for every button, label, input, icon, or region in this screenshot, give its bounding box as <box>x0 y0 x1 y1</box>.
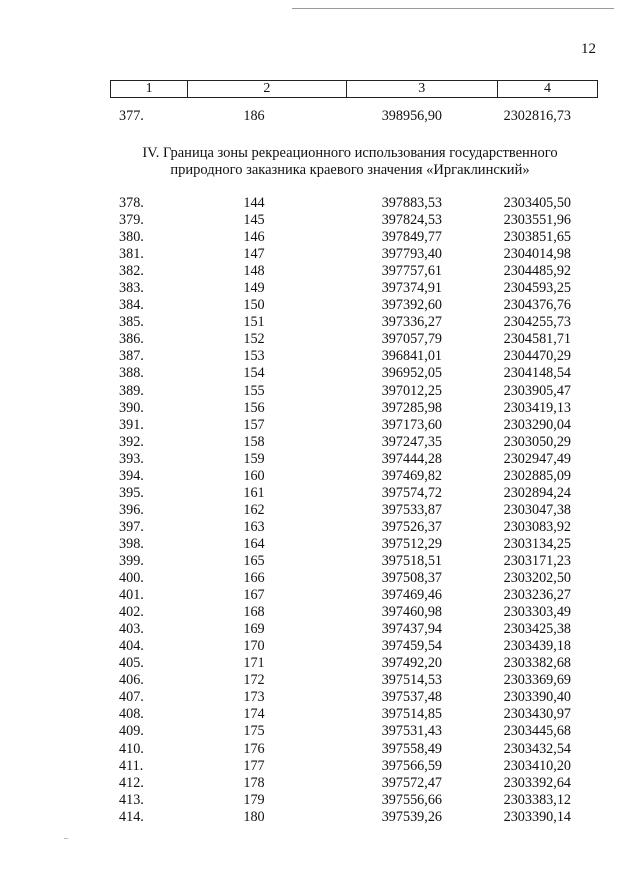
coord-y: 2303171,23 <box>503 552 571 569</box>
row-number: 405. <box>119 655 144 672</box>
point-number: 161 <box>243 484 265 501</box>
coord-y: 2303047,38 <box>503 501 571 518</box>
point-number: 145 <box>243 212 265 229</box>
table-row <box>0 775 640 792</box>
table-row <box>0 280 640 297</box>
coord-y: 2302885,09 <box>503 467 571 484</box>
row-number: 381. <box>119 246 144 263</box>
table-row <box>0 485 640 502</box>
point-number: 176 <box>243 740 265 757</box>
coord-x: 397508,37 <box>381 570 442 587</box>
point-number: 154 <box>243 365 265 382</box>
row-number: 387. <box>119 348 144 365</box>
point-number: 175 <box>243 723 265 740</box>
point-number: 144 <box>243 195 265 211</box>
row-number: 411. <box>119 757 144 774</box>
row-number: 391. <box>119 416 144 433</box>
coord-y: 2303236,27 <box>503 587 571 604</box>
point-number: 153 <box>243 348 265 365</box>
coord-x: 397526,37 <box>381 518 442 535</box>
row-number: 403. <box>119 621 144 638</box>
point-number: 150 <box>243 297 265 314</box>
coord-y: 2304581,71 <box>503 331 571 348</box>
point-number: 170 <box>243 638 265 655</box>
coord-y: 2303392,64 <box>503 774 571 791</box>
row-number: 399. <box>119 552 144 569</box>
point-number: 151 <box>243 314 265 331</box>
table-row <box>0 212 640 229</box>
row-number: 382. <box>119 263 144 280</box>
coord-x: 397247,35 <box>381 433 442 450</box>
coord-x: 397392,60 <box>381 297 442 314</box>
point-number: 146 <box>243 229 265 246</box>
point-number: 167 <box>243 587 265 604</box>
row-number: 383. <box>119 280 144 297</box>
row-number: 388. <box>119 365 144 382</box>
coord-x: 397444,28 <box>381 450 442 467</box>
point-number: 149 <box>243 280 265 297</box>
coord-x: 397336,27 <box>381 314 442 331</box>
table-row <box>0 468 640 485</box>
table-row <box>0 451 640 468</box>
coord-x: 397437,94 <box>381 621 442 638</box>
row-number: 413. <box>119 791 144 808</box>
table-row <box>0 570 640 587</box>
coord-y: 2303851,65 <box>503 229 571 246</box>
row-number: 412. <box>119 774 144 791</box>
coord-y: 2303432,54 <box>503 740 571 757</box>
row-number: 395. <box>119 484 144 501</box>
row-number: 404. <box>119 638 144 655</box>
row-number: 394. <box>119 467 144 484</box>
point-number: 180 <box>243 808 265 825</box>
point-number: 164 <box>243 535 265 552</box>
column-header-table <box>110 80 598 98</box>
coord-y: 2303134,25 <box>503 535 571 552</box>
row-number: 392. <box>119 433 144 450</box>
table-row <box>0 417 640 434</box>
header-row <box>111 81 598 98</box>
table-row <box>0 655 640 672</box>
coord-x: 397512,29 <box>381 535 442 552</box>
row-number: 390. <box>119 399 144 416</box>
top-divider-line <box>292 8 614 9</box>
table-row <box>0 621 640 638</box>
coord-y: 2302947,49 <box>503 450 571 467</box>
coord-y: 2302894,24 <box>503 484 571 501</box>
row-number: 377. <box>119 108 144 124</box>
coord-y: 2304014,98 <box>503 246 571 263</box>
table-row <box>0 246 640 263</box>
row-number: 379. <box>119 212 144 229</box>
point-number: 158 <box>243 433 265 450</box>
coord-x: 397558,49 <box>381 740 442 757</box>
coord-y: 2303303,49 <box>503 604 571 621</box>
table-row <box>0 587 640 604</box>
row-number: 407. <box>119 689 144 706</box>
coord-y: 2303382,68 <box>503 655 571 672</box>
point-number: 163 <box>243 518 265 535</box>
table-row <box>0 383 640 400</box>
point-number: 147 <box>243 246 265 263</box>
coord-y: 2303439,18 <box>503 638 571 655</box>
point-number: 174 <box>243 706 265 723</box>
table-row <box>0 672 640 689</box>
coord-y: 2303083,92 <box>503 518 571 535</box>
coord-x: 397057,79 <box>381 331 442 348</box>
header-col-3: 3 <box>346 81 497 98</box>
section-heading-line-2: природного заказника краевого значения «Иргаклинский» <box>170 162 530 178</box>
section-heading-line-1: IV. Граница зоны рекреационного использования государственного <box>142 145 558 161</box>
coord-y: 2303445,68 <box>503 723 571 740</box>
table-row <box>0 195 640 212</box>
coord-x: 396841,01 <box>381 348 442 365</box>
row-number: 386. <box>119 331 144 348</box>
table-row <box>0 638 640 655</box>
row-number: 398. <box>119 535 144 552</box>
table-row <box>0 536 640 553</box>
row-number: 384. <box>119 297 144 314</box>
point-number: 172 <box>243 672 265 689</box>
coord-y: 2303905,47 <box>503 382 571 399</box>
coord-x: 397556,66 <box>381 791 442 808</box>
section-heading <box>120 145 580 179</box>
coord-x: 397374,91 <box>381 280 442 297</box>
coord-y: 2303405,50 <box>503 195 571 211</box>
coord-y: 2302816,73 <box>503 108 571 124</box>
table-row <box>0 604 640 621</box>
coord-y: 2303390,40 <box>503 689 571 706</box>
point-number: 156 <box>243 399 265 416</box>
coord-x: 397460,98 <box>381 604 442 621</box>
table-row <box>0 809 640 826</box>
table-row <box>0 553 640 570</box>
coord-x: 397173,60 <box>381 416 442 433</box>
point-number: 178 <box>243 774 265 791</box>
coord-x: 397514,53 <box>381 672 442 689</box>
coord-x: 397518,51 <box>381 552 442 569</box>
point-number: 171 <box>243 655 265 672</box>
coord-y: 2304485,92 <box>503 263 571 280</box>
row-number: 408. <box>119 706 144 723</box>
coord-x: 397469,46 <box>381 587 442 604</box>
row-number: 378. <box>119 195 144 211</box>
row-number: 393. <box>119 450 144 467</box>
table-row <box>0 723 640 740</box>
table-row <box>0 706 640 723</box>
coord-y: 2304593,25 <box>503 280 571 297</box>
coord-x: 397824,53 <box>381 212 442 229</box>
point-number: 159 <box>243 450 265 467</box>
header-col-1: 1 <box>111 81 188 98</box>
coord-x: 396952,05 <box>381 365 442 382</box>
coord-x: 397469,82 <box>381 467 442 484</box>
row-number: 396. <box>119 501 144 518</box>
row-number: 409. <box>119 723 144 740</box>
coord-y: 2304148,54 <box>503 365 571 382</box>
coord-y: 2303425,38 <box>503 621 571 638</box>
table-row <box>0 758 640 775</box>
coord-y: 2303050,29 <box>503 433 571 450</box>
point-number: 166 <box>243 570 265 587</box>
coord-y: 2303290,04 <box>503 416 571 433</box>
coord-x: 397459,54 <box>381 638 442 655</box>
coord-x: 397883,53 <box>381 195 442 211</box>
coord-x: 397531,43 <box>381 723 442 740</box>
row-number: 380. <box>119 229 144 246</box>
table-row <box>0 400 640 417</box>
coord-x: 397566,59 <box>381 757 442 774</box>
coord-x: 397492,20 <box>381 655 442 672</box>
table-row <box>0 331 640 348</box>
point-number: 186 <box>243 108 265 124</box>
row-number: 389. <box>119 382 144 399</box>
coord-y: 2303430,97 <box>503 706 571 723</box>
coord-x: 397574,72 <box>381 484 442 501</box>
coord-x: 397285,98 <box>381 399 442 416</box>
table-row <box>0 792 640 809</box>
coord-x: 397537,48 <box>381 689 442 706</box>
coord-y: 2304255,73 <box>503 314 571 331</box>
coord-y: 2303369,69 <box>503 672 571 689</box>
coord-y: 2303202,50 <box>503 570 571 587</box>
coord-x: 397849,77 <box>381 229 442 246</box>
table-row <box>0 348 640 365</box>
point-number: 148 <box>243 263 265 280</box>
row-number: 400. <box>119 570 144 587</box>
coord-x: 398956,90 <box>381 108 442 124</box>
point-number: 173 <box>243 689 265 706</box>
row-number: 397. <box>119 518 144 535</box>
table-row <box>0 502 640 519</box>
row-number: 385. <box>119 314 144 331</box>
point-number: 179 <box>243 791 265 808</box>
coord-x: 397514,85 <box>381 706 442 723</box>
table-row <box>0 519 640 536</box>
point-number: 177 <box>243 757 265 774</box>
table-row <box>0 741 640 758</box>
table-row <box>0 263 640 280</box>
coord-y: 2303383,12 <box>503 791 571 808</box>
coord-x: 397539,26 <box>381 808 442 825</box>
row-number: 410. <box>119 740 144 757</box>
table-row <box>0 365 640 382</box>
row-number: 402. <box>119 604 144 621</box>
scan-mark <box>64 838 68 839</box>
table-row <box>0 297 640 314</box>
table-row <box>0 434 640 451</box>
point-number: 168 <box>243 604 265 621</box>
point-number: 165 <box>243 552 265 569</box>
coord-x: 397012,25 <box>381 382 442 399</box>
point-number: 157 <box>243 416 265 433</box>
table-row <box>0 314 640 331</box>
point-number: 152 <box>243 331 265 348</box>
carry-row <box>0 108 640 124</box>
header-col-2: 2 <box>188 81 346 98</box>
header-col-4: 4 <box>498 81 598 98</box>
coord-y: 2303419,13 <box>503 399 571 416</box>
point-number: 160 <box>243 467 265 484</box>
coord-x: 397793,40 <box>381 246 442 263</box>
point-number: 162 <box>243 501 265 518</box>
coord-y: 2303390,14 <box>503 808 571 825</box>
row-number: 406. <box>119 672 144 689</box>
page-number: 12 <box>581 41 596 57</box>
point-number: 155 <box>243 382 265 399</box>
row-number: 401. <box>119 587 144 604</box>
coordinates-table <box>0 195 640 826</box>
coord-y: 2304376,76 <box>503 297 571 314</box>
coord-y: 2304470,29 <box>503 348 571 365</box>
table-row <box>0 689 640 706</box>
table-row <box>0 229 640 246</box>
coord-y: 2303410,20 <box>503 757 571 774</box>
coord-x: 397572,47 <box>381 774 442 791</box>
point-number: 169 <box>243 621 265 638</box>
coord-y: 2303551,96 <box>503 212 571 229</box>
row-number: 414. <box>119 808 144 825</box>
coord-x: 397533,87 <box>381 501 442 518</box>
coord-x: 397757,61 <box>381 263 442 280</box>
